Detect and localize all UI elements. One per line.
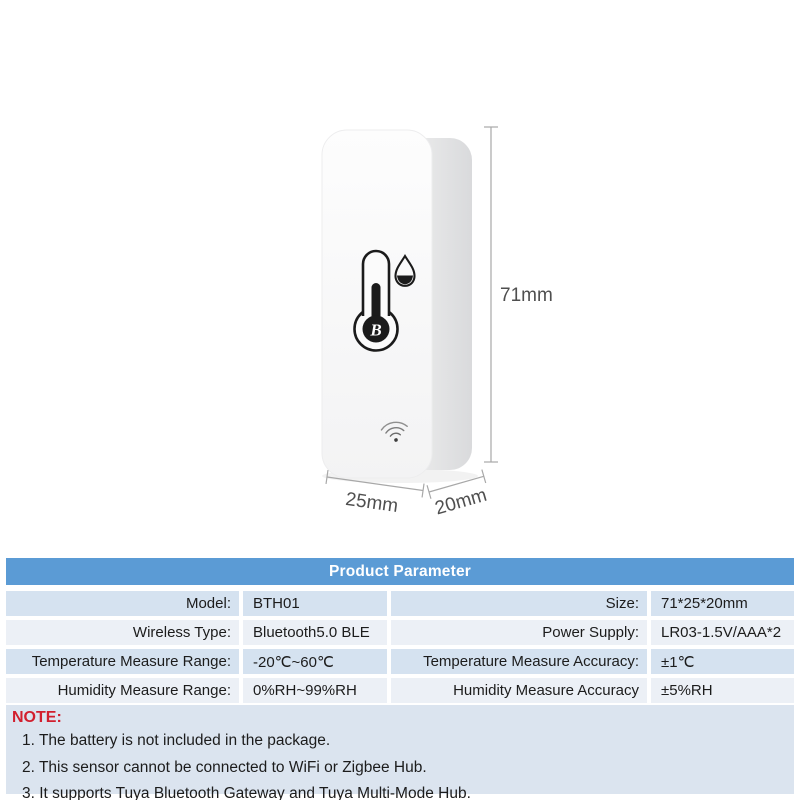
param-label: Humidity Measure Range: — [6, 678, 239, 703]
param-value: -20℃~60℃ — [243, 649, 387, 674]
param-value: BTH01 — [243, 591, 387, 616]
note-item: 1. The battery is not included in the package. — [22, 732, 331, 749]
param-label: Humidity Measure Accuracy — [391, 678, 647, 703]
param-value: ±1℃ — [651, 649, 794, 674]
product-parameter-table — [6, 558, 794, 703]
param-label: Wireless Type: — [6, 620, 239, 645]
note-title: NOTE: — [12, 709, 62, 726]
param-value: 0%RH~99%RH — [243, 678, 387, 703]
depth-dimension-label: 20mm — [432, 484, 490, 520]
param-label: Power Supply: — [391, 620, 647, 645]
note-section — [6, 705, 794, 800]
param-value: LR03-1.5V/AAA*2 — [651, 620, 794, 645]
param-value: 71*25*20mm — [651, 591, 794, 616]
height-dimension-label: 71mm — [500, 285, 553, 306]
param-value: Bluetooth5.0 BLE — [243, 620, 387, 645]
table-row — [6, 649, 794, 674]
param-label: Temperature Measure Accuracy: — [391, 649, 647, 674]
width-dimension-label: 25mm — [344, 488, 400, 518]
note-item: 2. This sensor cannot be connected to WiFi or Zigbee Hub. — [22, 758, 427, 776]
height-dimension-line — [484, 127, 498, 462]
table-row — [6, 591, 794, 616]
param-label: Model: — [6, 591, 239, 616]
table-title: Product Parameter — [6, 558, 794, 585]
note-item: 3. It supports Tuya Bluetooth Gateway and Tuya Multi-Mode Hub. — [22, 785, 471, 800]
table-row — [6, 678, 794, 703]
bulb-letter: B — [370, 320, 382, 340]
param-label: Size: — [391, 591, 647, 616]
table-row — [6, 620, 794, 645]
param-value: ±5%RH — [651, 678, 794, 703]
param-label: Temperature Measure Range: — [6, 649, 239, 674]
